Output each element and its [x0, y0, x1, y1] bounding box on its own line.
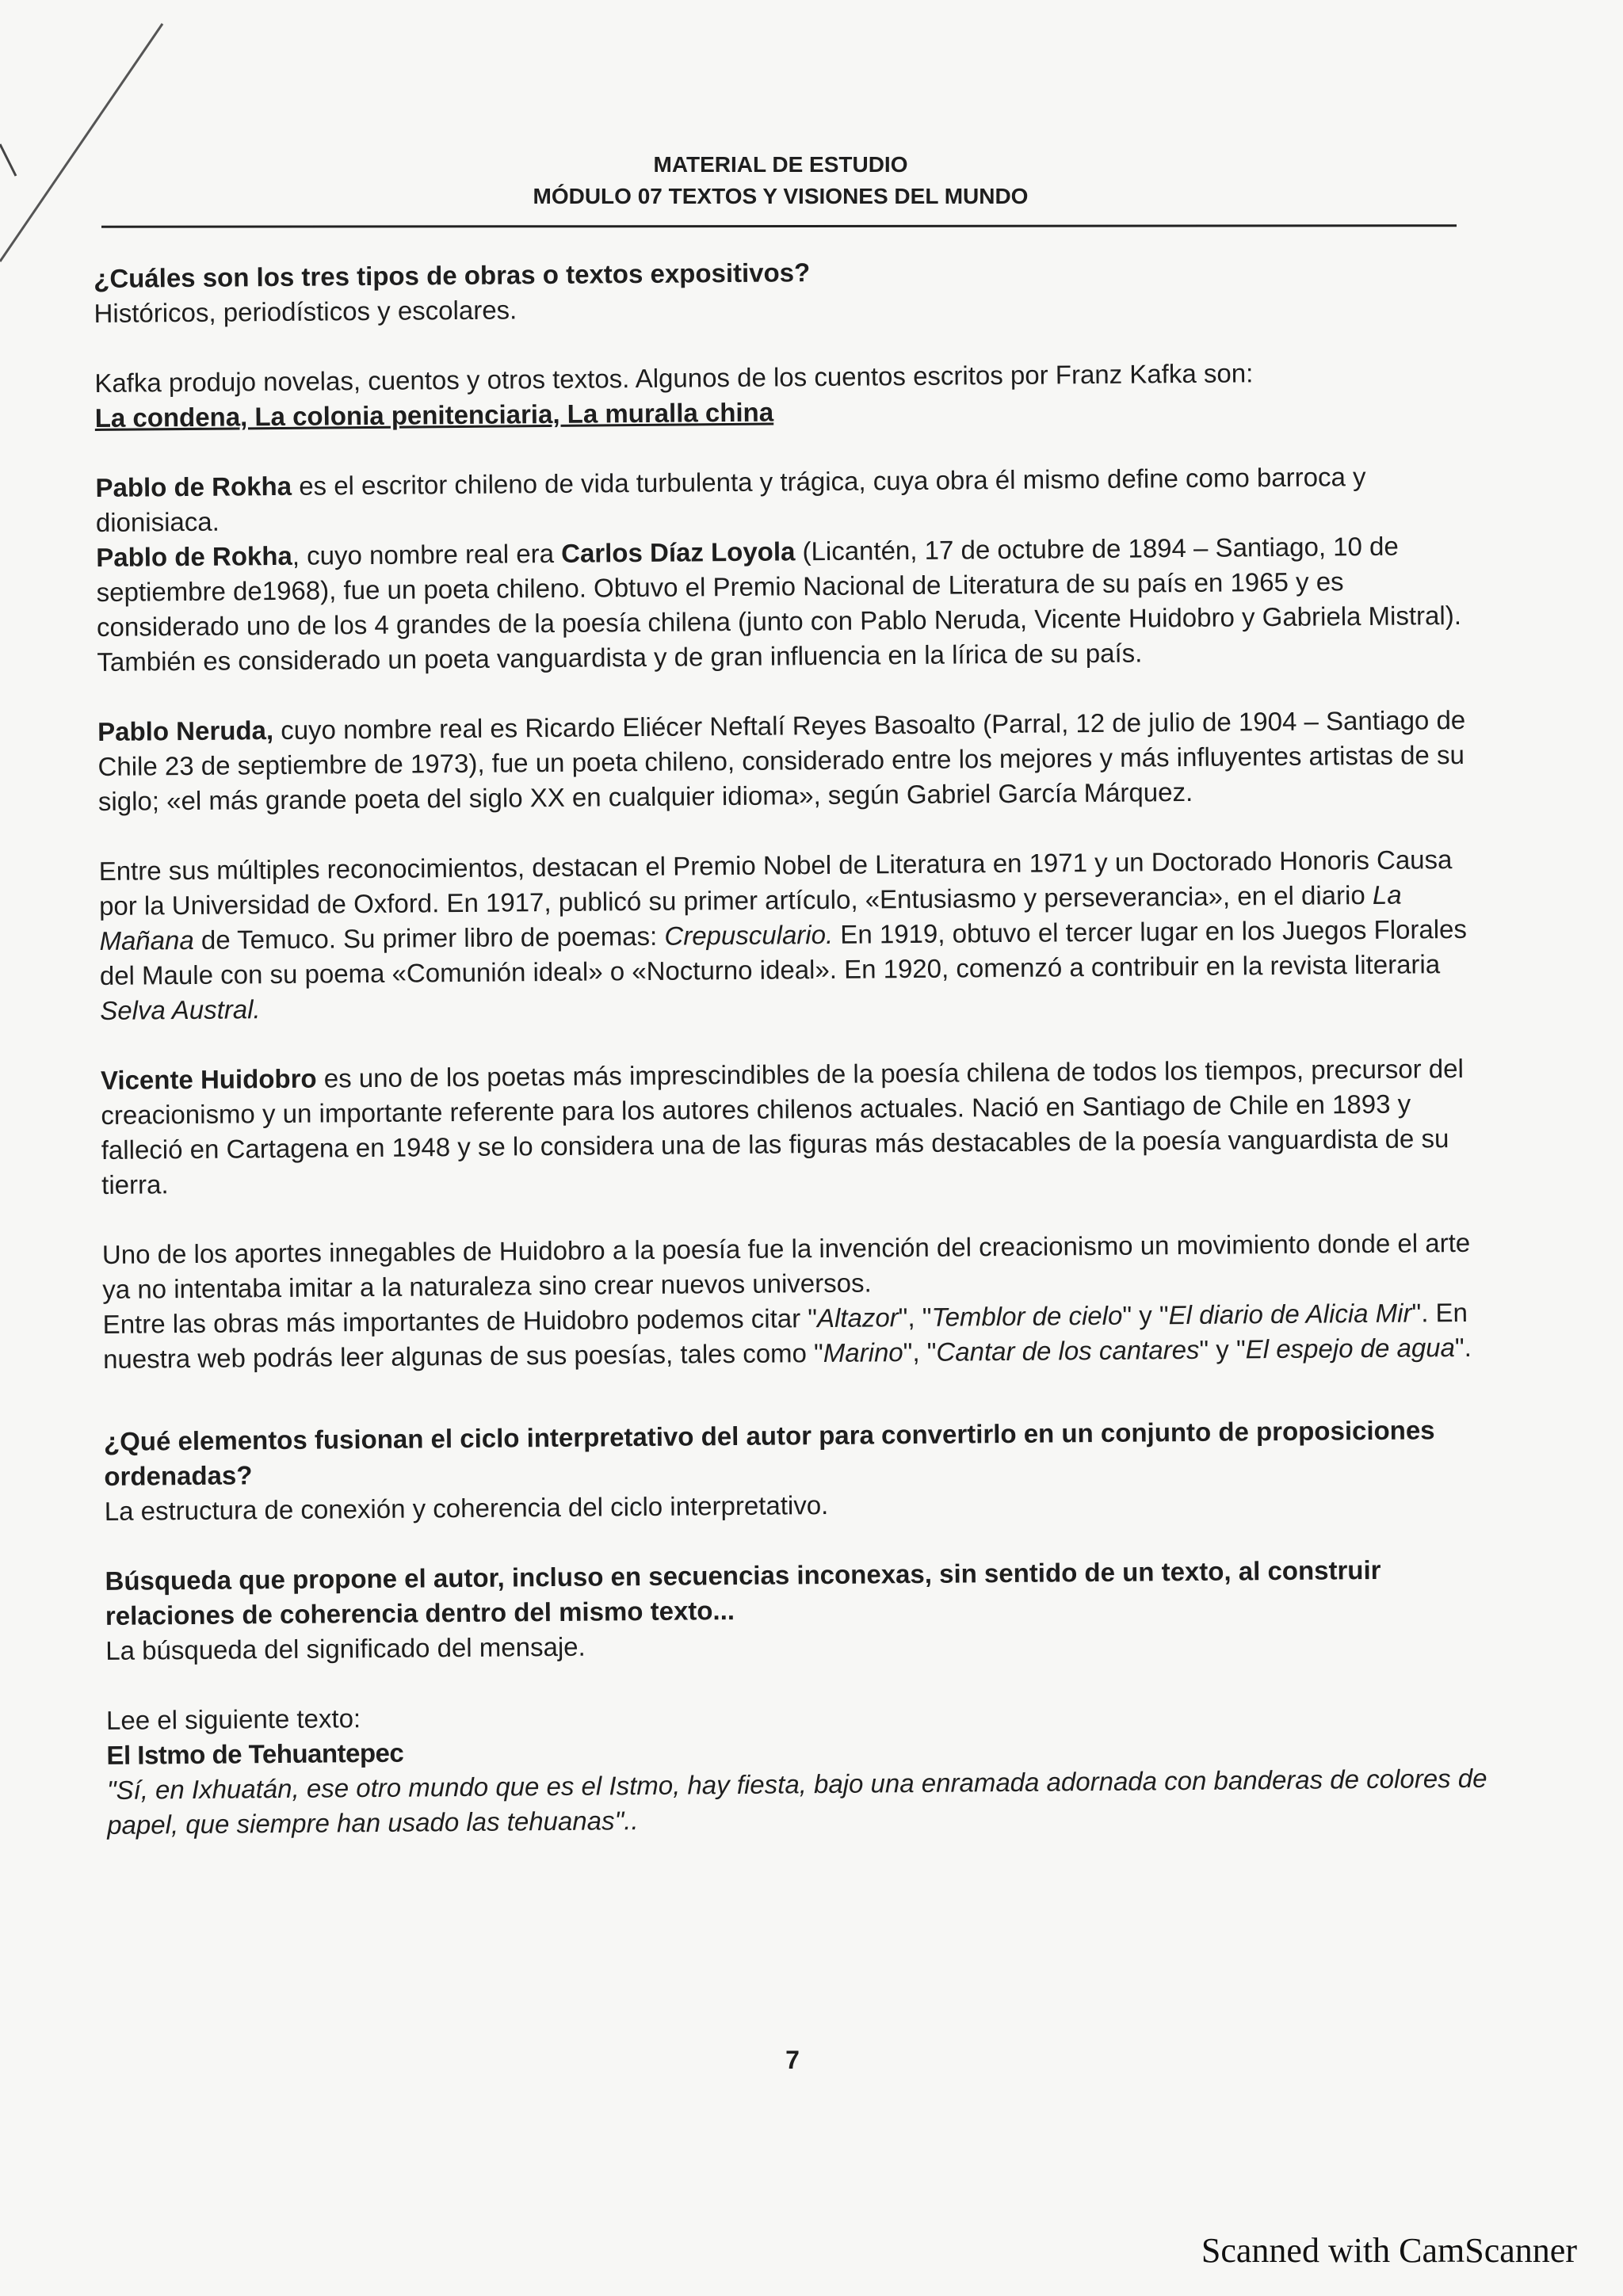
huidobro-paragraph-1 [101, 1051, 1488, 1203]
question-3: Búsqueda que propone el autor, incluso en secuencias inconexas, sin sentido de un texto, al construir relaciones de coherencia dentro del mismo texto... [105, 1554, 1381, 1630]
neruda-paragraph-2 [99, 842, 1487, 1028]
scan-edge-mark [0, 0, 206, 269]
neruda-libro: Crepusculario. [664, 919, 834, 951]
neruda-text-b: de Temuco. Su primer libro de poemas: [193, 921, 665, 955]
neruda-diario: La Mañana [99, 879, 1402, 955]
sep-5: " y " [1199, 1334, 1246, 1364]
document-body [94, 250, 1494, 1843]
neruda-paragraph-1 [97, 703, 1485, 819]
question-2: ¿Qué elementos fusionan el ciclo interpretativo del autor para convertirlo en un conjunto de proposiciones ordenadas? [103, 1415, 1435, 1491]
rokha-text-a: , cuyo nombre real era [292, 538, 562, 570]
rokha-paragraph-2 [96, 528, 1484, 680]
rokha-real-name: Carlos Díaz Loyola [560, 536, 796, 568]
rokha-name: Pablo de Rokha [95, 471, 292, 502]
huidobro-name: Vicente Huidobro [100, 1063, 317, 1095]
kafka-works: La condena, La colonia penitenciaria, La muralla china [94, 397, 774, 433]
huidobro-text-b: Entre las obras más importantes de Huidobro podemos citar " [102, 1303, 818, 1339]
rokha-name-2: Pablo de Rokha [96, 540, 292, 572]
sep-2: " y " [1122, 1300, 1169, 1330]
work-marino: Marino [823, 1337, 903, 1368]
neruda-text-a: Entre sus múltiples reconocimientos, destacan el Premio Nobel de Literatura en 1971 y un Doctorado Honoris Causa por la Universidad de Oxford. En 1917, publicó su primer artículo, «Entusiasmo y perseverancia», en el diario [98, 845, 1453, 921]
header-divider [101, 224, 1457, 227]
question-1: ¿Cuáles son los tres tipos de obras o textos expositivos? [94, 257, 811, 293]
huidobro-text: es uno de los poetas más imprescindibles de la poesía chilena de todos los tiempos, precursor del creacionismo y un importante referente para los autores chilenos actuales. Nació en Santiago de Chile en 1893 y falleció en Cartagena en 1948 y se lo considera una de las figuras más destacables de la poesía vanguardista de su tierra. [101, 1053, 1465, 1199]
kafka-paragraph [94, 354, 1482, 436]
scanner-watermark: Scanned with CamScanner [1201, 2231, 1577, 2270]
work-espejo: El espejo de agua [1245, 1333, 1456, 1364]
work-cantar: Cantar de los cantares [936, 1334, 1200, 1367]
neruda-text: cuyo nombre real es Ricardo Eliécer Neftalí Reyes Basoalto (Parral, 12 de julio de 1904 – Santiago de Chile 23 de septiembre de 1973), fue un poeta chileno, considerado entre los mejores y más influyentes artistas de su siglo; «el más grande poeta del siglo XX en cualquier idioma», según Gabriel García Márquez. [97, 704, 1466, 816]
rokha-text: es el escritor chileno de vida turbulenta y trágica, cuya obra él mismo define como barroca y dionisiaca. [95, 462, 1366, 537]
rokha-paragraph-1 [95, 459, 1483, 540]
work-diario: El diario de Alicia Mir [1168, 1298, 1412, 1330]
sep-6: ". [1454, 1332, 1472, 1363]
kafka-text: Kafka produjo novelas, cuentos y otros textos. Algunos de los cuentos escritos por Franz Kafka son: [94, 358, 1254, 398]
answer-3: La búsqueda del significado del mensaje. [105, 1631, 586, 1665]
huidobro-paragraph-2 [102, 1226, 1490, 1377]
sep-1: ", " [898, 1302, 932, 1333]
header-subtitle: MÓDULO 07 TEXTOS Y VISIONES DEL MUNDO [533, 184, 1029, 208]
sep-4: ", " [903, 1337, 937, 1367]
work-altazor: Altazor [816, 1302, 899, 1333]
document-header [444, 149, 1117, 212]
reading-quote: "Sí, en Ixhuatán, ese otro mundo que es el Istmo, hay fiesta, bajo una enramada adornada con banderas de colores de papel, que siempre han usado las tehuanas".. [106, 1763, 1487, 1840]
page-number: 7 [785, 2046, 800, 2074]
neruda-name: Pablo Neruda, [97, 715, 274, 746]
reading-intro: Lee el siguiente texto: [105, 1703, 361, 1735]
huidobro-text-a: Uno de los aportes innegables de Huidobro a la poesía fue la invención del creacionismo un movimiento donde el arte ya no intentaba imitar a la naturaleza sino crear nuevos universos. [101, 1227, 1471, 1304]
neruda-revista: Selva Austral. [100, 994, 261, 1025]
rokha-text-b: (Licantén, 17 de octubre de 1894 – Santiago, 10 de septiembre de1968), fue un poeta chileno. Obtuvo el Premio Nacional de Literatura de su país en 1965 y es considerado uno de los 4 grandes de la poesía chilena (junto con Pablo Neruda, Vicente Huidobro y Gabriela Mistral). También es considerado un poeta vanguardista y de gran influencia en la lírica de su país. [96, 531, 1462, 677]
sep-3: ". En nuestra web podrás leer algunas de sus poesías, tales como " [102, 1297, 1468, 1374]
header-title: MATERIAL DE ESTUDIO [653, 152, 908, 177]
work-temblor: Temblor de cielo [931, 1300, 1123, 1332]
answer-2: La estructura de conexión y coherencia del ciclo interpretativo. [104, 1489, 829, 1526]
answer-1: Históricos, periodísticos y escolares. [94, 295, 517, 328]
reading-title: El Istmo de Tehuantepec [106, 1737, 404, 1770]
neruda-text-c: En 1919, obtuvo el tercer lugar en los Juegos Florales del Maule con su poema «Comunión ideal» o «Nocturno ideal». En 1920, comenzó a contribuir en la revista literaria [99, 913, 1468, 990]
